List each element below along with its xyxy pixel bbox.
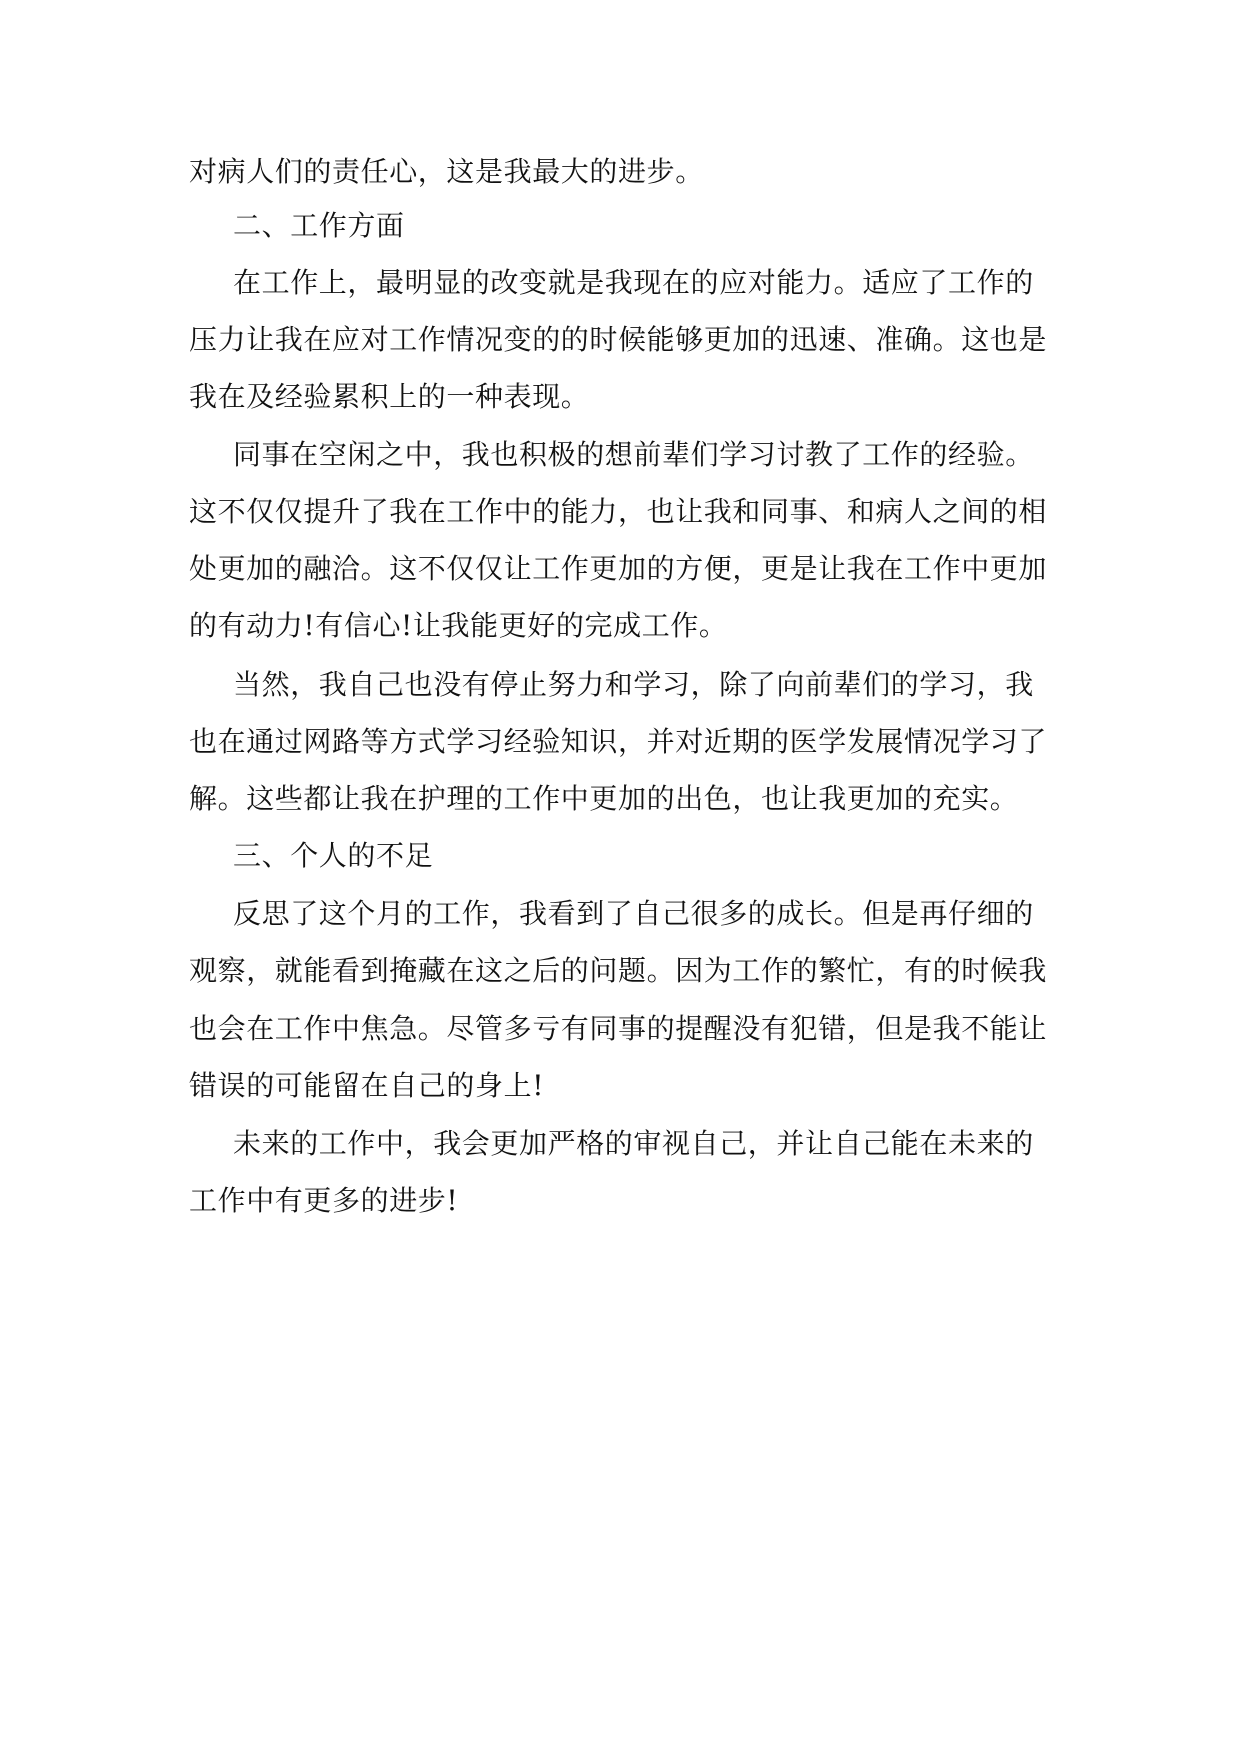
text-line: 也在通过网路等方式学习经验知识，并对近期的医学发展情况学习了 [189,725,1048,758]
section-heading: 三、个人的不足 [233,839,434,872]
text-line: 观察，就能看到掩藏在这之后的问题。因为工作的繁忙，有的时候我 [189,954,1048,987]
text-line: 工作中有更多的进步! [189,1184,459,1217]
text-line: 这不仅仅提升了我在工作中的能力，也让我和同事、和病人之间的相 [189,495,1048,528]
text-line: 解。这些都让我在护理的工作中更加的出色，也让我更加的充实。 [189,782,1019,815]
text-line: 未来的工作中，我会更加严格的审视自己，并让自己能在未来的 [233,1127,1034,1160]
text-line: 处更加的融洽。这不仅仅让工作更加的方便，更是让我在工作中更加 [189,552,1048,585]
text-line: 的有动力!有信心!让我能更好的完成工作。 [189,609,728,642]
text-line: 错误的可能留在自己的身上! [189,1069,545,1102]
section-heading: 二、工作方面 [233,209,405,242]
text-line: 我在及经验累积上的一种表现。 [189,380,590,413]
text-line: 在工作上，最明显的改变就是我现在的应对能力。适应了工作的 [233,266,1034,299]
text-line: 同事在空闲之中，我也积极的想前辈们学习讨教了工作的经验。 [233,438,1034,471]
text-line: 对病人们的责任心，这是我最大的进步。 [189,155,704,188]
text-line: 当然，我自己也没有停止努力和学习，除了向前辈们的学习，我 [233,668,1034,701]
text-line: 压力让我在应对工作情况变的的时候能够更加的迅速、准确。这也是 [189,323,1048,356]
text-line: 反思了这个月的工作，我看到了自己很多的成长。但是再仔细的 [233,897,1034,930]
text-line: 也会在工作中焦急。尽管多亏有同事的提醒没有犯错，但是我不能让 [189,1012,1048,1045]
